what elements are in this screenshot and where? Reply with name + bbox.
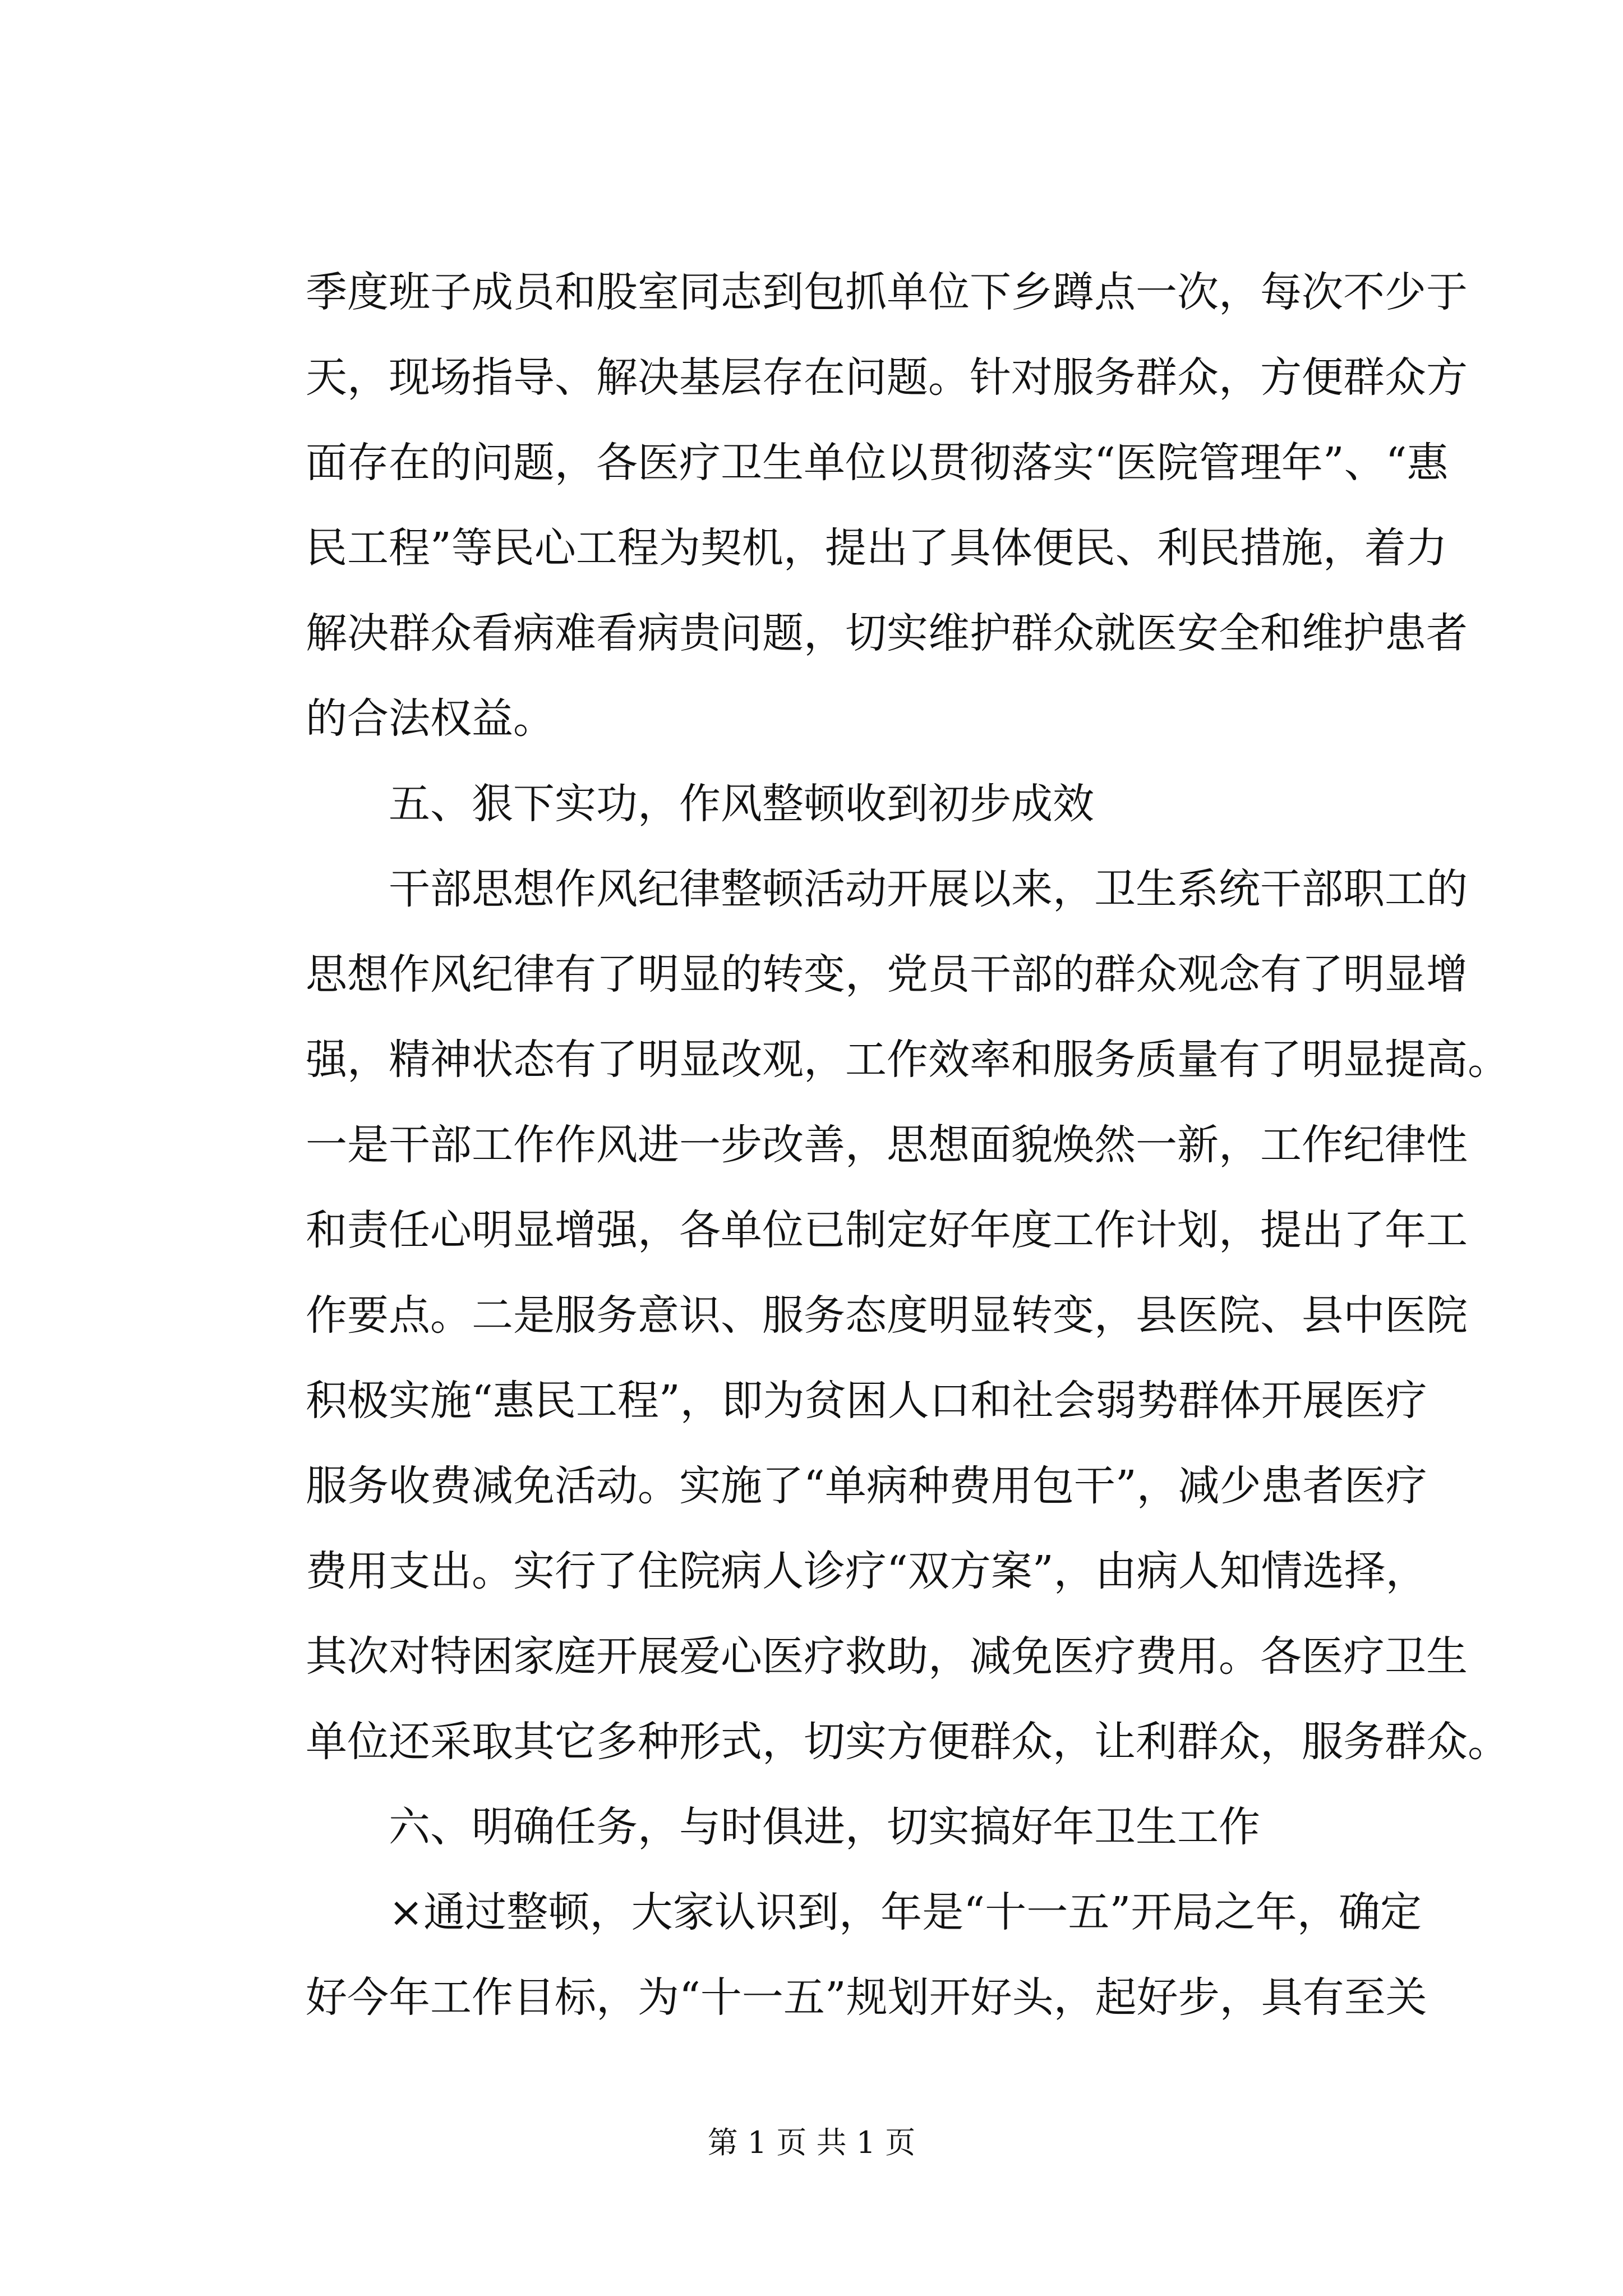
body-line: 积极实施“惠民工程”，即为贫困人口和社会弱势群体开展医疗 (306, 1377, 1427, 1425)
body-line: 作要点。二是服务意识、服务态度明显转变，县医院、县中医院 (306, 1291, 1468, 1340)
body-line: 季度班子成员和股室同志到包抓单位下乡蹲点一次，每次不少于 (306, 268, 1468, 316)
body-line: 服务收费减免活动。实施了“单病种费用包干”，减少患者医疗 (306, 1462, 1427, 1510)
body-line: 解决群众看病难看病贵问题，切实维护群众就医安全和维护患者 (306, 609, 1468, 657)
body-line: 好今年工作目标，为“十一五”规划开好头，起好步，具有至关 (306, 1973, 1427, 2022)
body-line: 思想作风纪律有了明显的转变，党员干部的群众观念有了明显增 (306, 950, 1468, 999)
paragraph-first-line: ×通过整顿，大家认识到，年是“十一五”开局之年，确定 (389, 1888, 1422, 1936)
body-line: 的合法权益。 (306, 694, 555, 743)
body-line: 强，精神状态有了明显改观，工作效率和服务质量有了明显提高。 (306, 1036, 1509, 1084)
document-body (306, 250, 1509, 2040)
body-line: 一是干部工作作风进一步改善，思想面貌焕然一新，工作纪律性 (306, 1121, 1468, 1169)
section-heading-5: 五、狠下实功，作风整顿收到初步成效 (389, 780, 1094, 828)
section-heading-6: 六、明确任务，与时俱进，切实搞好年卫生工作 (389, 1803, 1260, 1851)
body-line: 天，现场指导、解决基层存在问题。针对服务群众，方便群众方 (306, 353, 1468, 402)
body-line: 其次对特困家庭开展爱心医疗救助，减免医疗费用。各医疗卫生 (306, 1632, 1468, 1681)
body-line: 费用支出。实行了住院病人诊疗“双方案”，由病人知情选择， (306, 1547, 1427, 1595)
page-number-footer: 第 1 页 共 1 页 (707, 2125, 916, 2160)
paragraph-first-line: 干部思想作风纪律整顿活动开展以来，卫生系统干部职工的 (389, 865, 1468, 913)
body-line: 单位还采取其它多种形式，切实方便群众，让利群众，服务群众。 (306, 1718, 1509, 1766)
body-line: 和责任心明显增强，各单位已制定好年度工作计划，提出了年工 (306, 1206, 1468, 1254)
body-line: 民工程”等民心工程为契机，提出了具体便民、利民措施，着力 (306, 524, 1447, 572)
body-line: 面存在的问题，各医疗卫生单位以贯彻落实“医院管理年”、“惠 (306, 439, 1449, 487)
